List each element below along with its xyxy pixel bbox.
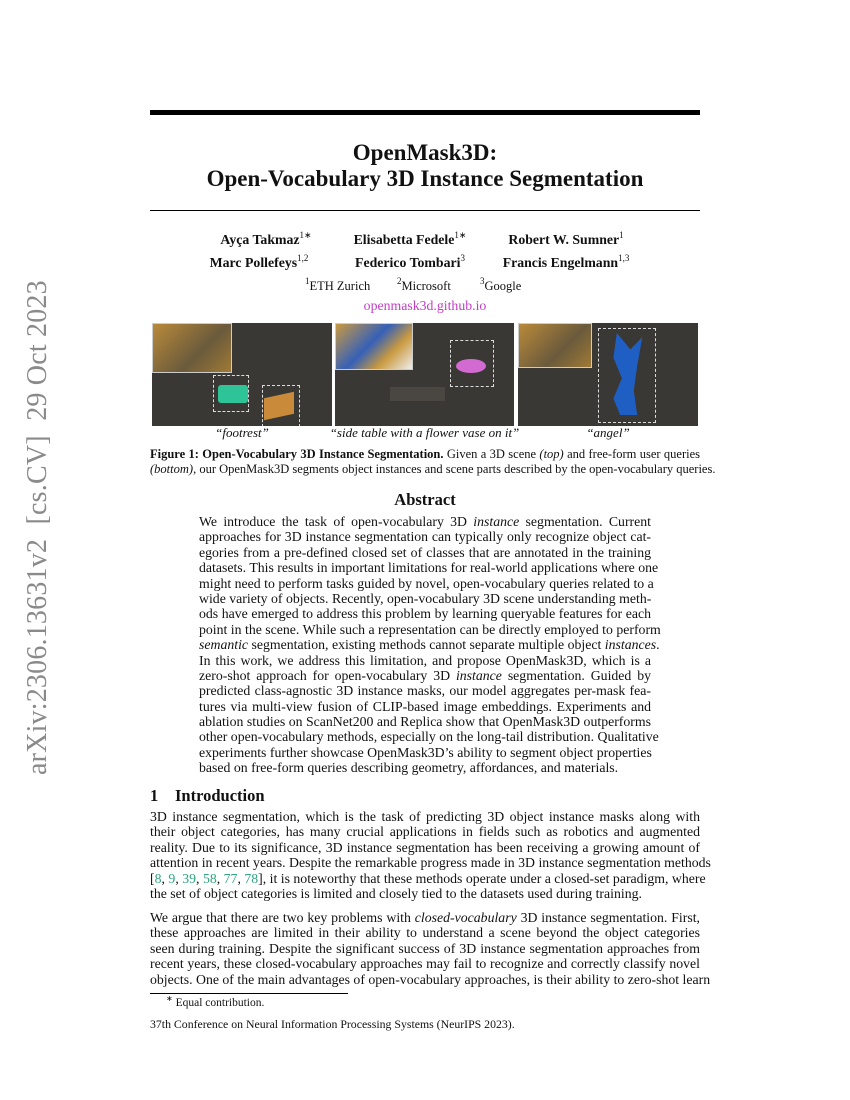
text-run: ,: [175, 870, 183, 886]
text-line: [150, 870, 706, 886]
text-line: [150, 886, 700, 901]
affiliation-mark: 2: [397, 276, 402, 286]
text-run: recent years, these closed-vocabulary approaches may fail to recognize and correctly classify novel: [150, 956, 700, 972]
affiliation-name: Google: [484, 279, 522, 293]
author-affiliation-mark: 3: [460, 253, 465, 263]
section-heading-introduction: [150, 786, 265, 806]
text-run: based on free-form queries describing geometry, affordances, and materials.: [199, 760, 619, 776]
author-name: Marc Pollefeys: [209, 255, 298, 270]
conference-note: 37th Conference on Neural Information Processing Systems (NeurIPS 2023).: [150, 1017, 515, 1031]
text-run: objects. One of the main advantages of open-vocabulary approaches, is their ability to zero-shot learn: [150, 971, 711, 987]
text-run: ,: [196, 870, 203, 886]
text-line: [199, 560, 659, 576]
footnote-mark: ∗: [166, 994, 173, 1003]
text-line: [150, 971, 711, 987]
emphasis-text: (bottom): [150, 462, 194, 476]
text-run: ,: [161, 870, 169, 886]
text-run: their object categories, has many crucial applications in fields such as robotics and augmented: [150, 824, 700, 840]
citation-link[interactable]: 9: [168, 870, 176, 886]
text-line: [199, 714, 651, 729]
query-caption: “side table with a flower vase on it”: [329, 425, 520, 440]
text-run: Given a 3D scene: [443, 447, 540, 461]
author-name: Robert W. Sumner: [508, 232, 620, 247]
title-bottom-rule: [150, 210, 700, 211]
text-run: and free-form user queries: [563, 447, 700, 461]
text-line: [199, 545, 651, 560]
text-run: .: [656, 637, 660, 653]
citation-link[interactable]: 39: [182, 870, 197, 886]
affiliation-name: ETH Zurich: [309, 279, 371, 293]
author-affiliation-mark: 1∗: [299, 230, 312, 240]
figure-panel-footrest: [152, 323, 332, 426]
text-line: [150, 824, 700, 839]
intro-paragraph: [150, 910, 711, 987]
author: [466, 253, 666, 271]
text-run: segmentation, existing methods cannot separate multiple object: [248, 637, 605, 653]
text-run: approaches for 3D instance segmentation can typically only recognize object cat-: [199, 529, 651, 545]
scene-overview-inset: [518, 323, 592, 368]
text-run: In this work, we address this limitation, and propose OpenMask3D, which is a: [199, 652, 651, 668]
arxiv-stamp: arXiv:2306.13631v2 [cs.CV] 29 Oct 2023: [22, 280, 53, 775]
section-title: Introduction: [175, 786, 265, 805]
figure-panel-angel: [518, 323, 698, 426]
author-name: Francis Engelmann: [502, 255, 619, 270]
citation-link[interactable]: 58: [202, 870, 217, 886]
paper-title-line2: Open-Vocabulary 3D Instance Segmentation: [206, 166, 644, 191]
text-line: [199, 745, 651, 760]
footnote: [166, 994, 264, 1009]
paper-title-line1: OpenMask3D:: [352, 140, 498, 165]
text-run: ablation studies on ScanNet200 and Replica show that OpenMask3D outperforms: [199, 714, 651, 730]
text-line: [199, 760, 651, 775]
text-run: reality. Due to its significance, 3D instance segmentation has been receiving a growing amount of: [150, 839, 700, 855]
text-line: [150, 925, 700, 940]
citation-link[interactable]: 8: [154, 870, 162, 886]
affiliation-mark: 3: [480, 276, 485, 286]
text-run: attention in recent years. Despite the remarkable progress made in 3D instance segmentation methods: [150, 855, 711, 871]
text-run: point in the scene. While such a representation can be directly employed to perform: [199, 621, 661, 637]
side-table-mask: [456, 359, 486, 373]
emphasis-text: (top): [539, 447, 564, 461]
affiliation: [305, 276, 370, 294]
text-line: [150, 855, 711, 871]
text-line: [199, 591, 651, 606]
affiliation-name: Microsoft: [401, 279, 451, 293]
author-affiliation-mark: 1: [619, 230, 624, 240]
text-run: , our OpenMask3D segments object instances and scene parts described by the open-vocabulary queries.: [193, 462, 716, 476]
text-run: [: [150, 870, 155, 886]
citation-link[interactable]: 77: [223, 870, 238, 886]
figure-caption: [150, 447, 716, 477]
text-line: [199, 683, 651, 698]
emphasis-text: semantic: [199, 637, 249, 653]
text-run: segmentation. Guided by: [501, 667, 652, 683]
text-run: 3D instance segmentation. First,: [516, 910, 700, 925]
text-line: [199, 575, 654, 591]
text-run: We introduce the task of open-vocabulary 3D: [199, 514, 474, 529]
abstract-heading: Abstract: [394, 490, 456, 509]
figure-panel-side-table: [335, 323, 514, 426]
footrest-mask: [218, 385, 248, 403]
text-run: tures via multi-view fusion of CLIP-based image embeddings. Experiments and: [199, 698, 651, 714]
text-line: [150, 910, 700, 925]
text-run: datasets. This results in important limitations for real-world applications where one: [199, 560, 659, 576]
text-run: wide variety of objects. Recently, open-vocabulary 3D scene understanding meth-: [199, 590, 652, 606]
text-line: [150, 956, 700, 971]
emphasis-text: instance: [455, 667, 502, 683]
text-run: We argue that there are two key problems with: [150, 910, 415, 925]
query-caption: “angel”: [586, 425, 630, 440]
author-affiliation-mark: 1∗: [454, 230, 467, 240]
text-line: [199, 606, 651, 621]
text-line: [199, 637, 660, 653]
text-line: [199, 699, 651, 714]
emphasis-text: instance: [473, 514, 520, 529]
citation-link[interactable]: 78: [244, 870, 259, 886]
figure-label: Figure 1: Open-Vocabulary 3D Instance Segmentation.: [150, 447, 444, 461]
text-run: ods have emerged to address this problem by learning queryable features for each: [199, 606, 651, 622]
text-run: egories from a pre-defined closed set of classes that are annotated in the training: [199, 544, 651, 560]
text-run: ], it is noteworthy that these methods operate under a closed-set paradigm, where: [258, 870, 706, 886]
emphasis-text: instances: [604, 637, 657, 653]
affiliation: [480, 276, 521, 294]
text-run: ,: [237, 870, 245, 886]
text-line: [199, 729, 659, 745]
coffee-table: [390, 387, 445, 401]
footnote-text: Equal contribution.: [172, 996, 265, 1009]
intro-paragraph: [150, 809, 711, 901]
text-line: [199, 653, 651, 668]
author: [466, 230, 666, 248]
project-page-link[interactable]: openmask3d.github.io: [363, 298, 487, 313]
title-top-rule: [150, 110, 700, 115]
text-run: segmentation. Current: [519, 514, 651, 529]
affiliation-mark: 1: [305, 276, 310, 286]
author-affiliation-mark: 1,2: [297, 253, 309, 263]
scene-overview-inset: [335, 323, 413, 370]
text-line: [150, 840, 700, 855]
text-line: [199, 514, 651, 529]
text-run: zero-shot approach for open-vocabulary 3D: [199, 667, 456, 683]
text-line: [199, 621, 661, 637]
text-line: [150, 809, 700, 824]
text-run: seen during training. Despite the significant success of 3D instance segmentation approaches from: [150, 940, 700, 956]
text-run: ,: [216, 870, 224, 886]
text-run: these approaches are limited in their ability to understand a scene beyond the object categories: [150, 925, 700, 941]
author-affiliation-mark: 1,3: [618, 253, 630, 263]
text-run: experiments further showcase OpenMask3D’s ability to segment object properties: [199, 744, 652, 760]
query-caption: “footrest”: [215, 425, 269, 440]
abstract-body: [199, 514, 661, 776]
text-line: [199, 668, 651, 683]
text-run: other open-vocabulary methods, especially on the long-tail distribution. Qualitative: [199, 729, 659, 745]
emphasis-text: closed-vocabulary: [414, 910, 517, 925]
author-name: Ayça Takmaz: [220, 232, 300, 247]
text-line: [150, 941, 700, 956]
text-run: predicted class-agnostic 3D instance masks, our model aggregates per-mask fea-: [199, 683, 651, 699]
text-run: the set of object categories is limited and closely tied to the datasets used during training.: [150, 885, 642, 901]
scene-overview-inset: [152, 323, 232, 373]
author-name: Federico Tombari: [355, 255, 461, 270]
text-line: [199, 529, 651, 544]
affiliation: [397, 276, 451, 294]
author-name: Elisabetta Fedele: [353, 232, 455, 247]
text-run: 3D instance segmentation, which is the task of predicting 3D object instance masks along with: [150, 809, 700, 824]
text-run: might need to perform tasks guided by novel, open-vocabulary queries related to a: [199, 575, 654, 591]
section-number: 1: [150, 786, 159, 805]
